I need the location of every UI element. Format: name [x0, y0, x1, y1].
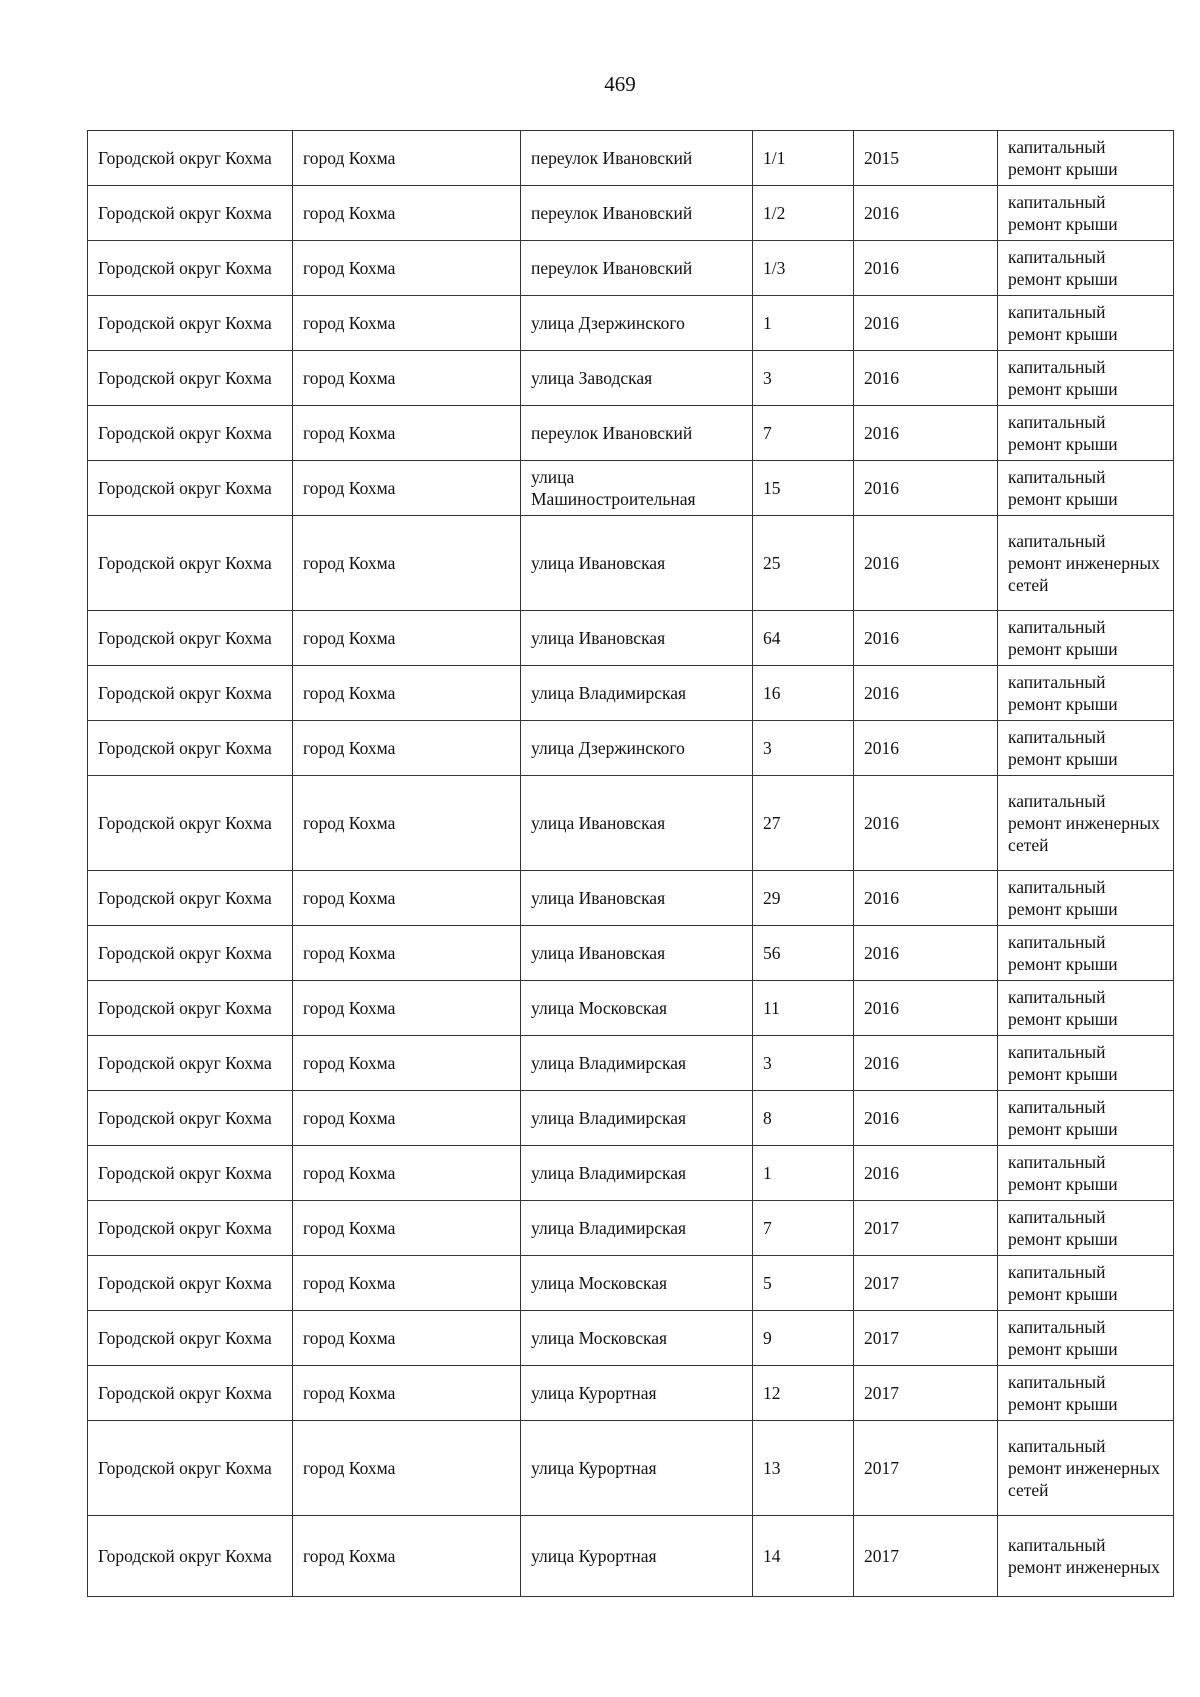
table-row [88, 186, 1174, 241]
district-cell: Городской округ Кохма [88, 1311, 293, 1366]
city-cell: город Кохма [293, 241, 521, 296]
work-type-cell: капитальный ремонт инженерных сетей [998, 516, 1174, 611]
year-cell: 2016 [854, 241, 998, 296]
district-cell: Городской округ Кохма [88, 1091, 293, 1146]
table-row [88, 131, 1174, 186]
street-cell: улица Владимирская [521, 1036, 753, 1091]
table-row [88, 296, 1174, 351]
house-number-cell: 5 [753, 1256, 854, 1311]
table-row [88, 611, 1174, 666]
table-row [88, 1421, 1174, 1516]
year-cell: 2016 [854, 981, 998, 1036]
house-number-cell: 16 [753, 666, 854, 721]
repair-registry-table [87, 130, 1174, 1597]
work-type-cell: капитальный ремонт крыши [998, 131, 1174, 186]
district-cell: Городской округ Кохма [88, 1036, 293, 1091]
table-row [88, 406, 1174, 461]
year-cell: 2016 [854, 406, 998, 461]
house-number-cell: 3 [753, 1036, 854, 1091]
work-type-cell: капитальный ремонт крыши [998, 871, 1174, 926]
table-row [88, 1366, 1174, 1421]
district-cell: Городской округ Кохма [88, 666, 293, 721]
work-type-cell: капитальный ремонт крыши [998, 721, 1174, 776]
year-cell: 2017 [854, 1201, 998, 1256]
street-cell: улица Владимирская [521, 1146, 753, 1201]
street-cell: улица Ивановская [521, 871, 753, 926]
street-cell: улица Курортная [521, 1366, 753, 1421]
year-cell: 2016 [854, 186, 998, 241]
city-cell: город Кохма [293, 926, 521, 981]
city-cell: город Кохма [293, 981, 521, 1036]
table-row [88, 1311, 1174, 1366]
year-cell: 2016 [854, 721, 998, 776]
year-cell: 2017 [854, 1366, 998, 1421]
table-row [88, 776, 1174, 871]
year-cell: 2016 [854, 351, 998, 406]
city-cell: город Кохма [293, 1421, 521, 1516]
district-cell: Городской округ Кохма [88, 1201, 293, 1256]
year-cell: 2017 [854, 1516, 998, 1597]
year-cell: 2016 [854, 926, 998, 981]
street-cell: улица Московская [521, 981, 753, 1036]
house-number-cell: 14 [753, 1516, 854, 1597]
city-cell: город Кохма [293, 1146, 521, 1201]
house-number-cell: 3 [753, 351, 854, 406]
street-cell: улица Владимирская [521, 666, 753, 721]
work-type-cell: капитальный ремонт крыши [998, 1201, 1174, 1256]
house-number-cell: 8 [753, 1091, 854, 1146]
work-type-cell: капитальный ремонт крыши [998, 1311, 1174, 1366]
table-row [88, 1256, 1174, 1311]
table-row [88, 1146, 1174, 1201]
year-cell: 2016 [854, 1091, 998, 1146]
street-cell: улица Дзержинского [521, 721, 753, 776]
house-number-cell: 13 [753, 1421, 854, 1516]
year-cell: 2016 [854, 776, 998, 871]
city-cell: город Кохма [293, 1311, 521, 1366]
street-cell: улица Дзержинского [521, 296, 753, 351]
street-cell: переулок Ивановский [521, 241, 753, 296]
house-number-cell: 7 [753, 406, 854, 461]
street-cell: улица Ивановская [521, 516, 753, 611]
table-row [88, 1516, 1174, 1597]
year-cell: 2017 [854, 1311, 998, 1366]
district-cell: Городской округ Кохма [88, 461, 293, 516]
house-number-cell: 25 [753, 516, 854, 611]
year-cell: 2017 [854, 1256, 998, 1311]
table-row [88, 1201, 1174, 1256]
work-type-cell: капитальный ремонт крыши [998, 1366, 1174, 1421]
work-type-cell: капитальный ремонт крыши [998, 406, 1174, 461]
street-cell: улица Заводская [521, 351, 753, 406]
year-cell: 2016 [854, 871, 998, 926]
city-cell: город Кохма [293, 1256, 521, 1311]
house-number-cell: 27 [753, 776, 854, 871]
city-cell: город Кохма [293, 516, 521, 611]
year-cell: 2016 [854, 1036, 998, 1091]
district-cell: Городской округ Кохма [88, 131, 293, 186]
table-row [88, 351, 1174, 406]
street-cell: улица Машиностроительная [521, 461, 753, 516]
work-type-cell: капитальный ремонт крыши [998, 1091, 1174, 1146]
district-cell: Городской округ Кохма [88, 926, 293, 981]
house-number-cell: 1/2 [753, 186, 854, 241]
district-cell: Городской округ Кохма [88, 1421, 293, 1516]
work-type-cell: капитальный ремонт крыши [998, 461, 1174, 516]
street-cell: улица Московская [521, 1256, 753, 1311]
house-number-cell: 1/1 [753, 131, 854, 186]
year-cell: 2016 [854, 516, 998, 611]
city-cell: город Кохма [293, 296, 521, 351]
house-number-cell: 3 [753, 721, 854, 776]
table-row [88, 981, 1174, 1036]
street-cell: улица Ивановская [521, 611, 753, 666]
table-row [88, 721, 1174, 776]
house-number-cell: 1/3 [753, 241, 854, 296]
work-type-cell: капитальный ремонт крыши [998, 1146, 1174, 1201]
city-cell: город Кохма [293, 611, 521, 666]
city-cell: город Кохма [293, 721, 521, 776]
street-cell: переулок Ивановский [521, 186, 753, 241]
house-number-cell: 29 [753, 871, 854, 926]
district-cell: Городской округ Кохма [88, 351, 293, 406]
city-cell: город Кохма [293, 1201, 521, 1256]
district-cell: Городской округ Кохма [88, 516, 293, 611]
registry-table-body [88, 131, 1174, 1597]
year-cell: 2016 [854, 611, 998, 666]
table-row [88, 926, 1174, 981]
house-number-cell: 7 [753, 1201, 854, 1256]
district-cell: Городской округ Кохма [88, 776, 293, 871]
district-cell: Городской округ Кохма [88, 296, 293, 351]
street-cell: улица Курортная [521, 1421, 753, 1516]
table-row [88, 516, 1174, 611]
year-cell: 2017 [854, 1421, 998, 1516]
district-cell: Городской округ Кохма [88, 186, 293, 241]
year-cell: 2016 [854, 1146, 998, 1201]
table-row [88, 461, 1174, 516]
district-cell: Городской округ Кохма [88, 406, 293, 461]
city-cell: город Кохма [293, 871, 521, 926]
city-cell: город Кохма [293, 1036, 521, 1091]
district-cell: Городской округ Кохма [88, 1516, 293, 1597]
table-row [88, 871, 1174, 926]
district-cell: Городской округ Кохма [88, 1256, 293, 1311]
work-type-cell: капитальный ремонт крыши [998, 1036, 1174, 1091]
work-type-cell: капитальный ремонт крыши [998, 1256, 1174, 1311]
district-cell: Городской округ Кохма [88, 1146, 293, 1201]
city-cell: город Кохма [293, 1366, 521, 1421]
district-cell: Городской округ Кохма [88, 871, 293, 926]
house-number-cell: 1 [753, 1146, 854, 1201]
table-row [88, 241, 1174, 296]
table-row [88, 666, 1174, 721]
year-cell: 2016 [854, 666, 998, 721]
house-number-cell: 15 [753, 461, 854, 516]
house-number-cell: 11 [753, 981, 854, 1036]
street-cell: улица Ивановская [521, 926, 753, 981]
city-cell: город Кохма [293, 186, 521, 241]
house-number-cell: 12 [753, 1366, 854, 1421]
work-type-cell: капитальный ремонт инженерных сетей [998, 776, 1174, 871]
work-type-cell: капитальный ремонт крыши [998, 611, 1174, 666]
work-type-cell: капитальный ремонт крыши [998, 186, 1174, 241]
work-type-cell: капитальный ремонт крыши [998, 666, 1174, 721]
house-number-cell: 64 [753, 611, 854, 666]
year-cell: 2015 [854, 131, 998, 186]
street-cell: улица Курортная [521, 1516, 753, 1597]
city-cell: город Кохма [293, 131, 521, 186]
district-cell: Городской округ Кохма [88, 1366, 293, 1421]
city-cell: город Кохма [293, 666, 521, 721]
street-cell: улица Ивановская [521, 776, 753, 871]
work-type-cell: капитальный ремонт крыши [998, 241, 1174, 296]
city-cell: город Кохма [293, 461, 521, 516]
year-cell: 2016 [854, 296, 998, 351]
page-number: 469 [604, 72, 636, 96]
street-cell: улица Московская [521, 1311, 753, 1366]
city-cell: город Кохма [293, 351, 521, 406]
work-type-cell: капитальный ремонт крыши [998, 351, 1174, 406]
work-type-cell: капитальный ремонт инженерных сетей [998, 1421, 1174, 1516]
district-cell: Городской округ Кохма [88, 241, 293, 296]
city-cell: город Кохма [293, 406, 521, 461]
table-row [88, 1036, 1174, 1091]
city-cell: город Кохма [293, 1091, 521, 1146]
work-type-cell: капитальный ремонт крыши [998, 296, 1174, 351]
house-number-cell: 9 [753, 1311, 854, 1366]
street-cell: улица Владимирская [521, 1201, 753, 1256]
city-cell: город Кохма [293, 776, 521, 871]
district-cell: Городской округ Кохма [88, 611, 293, 666]
table-row [88, 1091, 1174, 1146]
district-cell: Городской округ Кохма [88, 721, 293, 776]
street-cell: переулок Ивановский [521, 131, 753, 186]
work-type-cell: капитальный ремонт крыши [998, 926, 1174, 981]
street-cell: переулок Ивановский [521, 406, 753, 461]
work-type-cell: капитальный ремонт крыши [998, 981, 1174, 1036]
house-number-cell: 1 [753, 296, 854, 351]
year-cell: 2016 [854, 461, 998, 516]
work-type-cell: капитальный ремонт инженерных [998, 1516, 1174, 1597]
district-cell: Городской округ Кохма [88, 981, 293, 1036]
house-number-cell: 56 [753, 926, 854, 981]
city-cell: город Кохма [293, 1516, 521, 1597]
street-cell: улица Владимирская [521, 1091, 753, 1146]
